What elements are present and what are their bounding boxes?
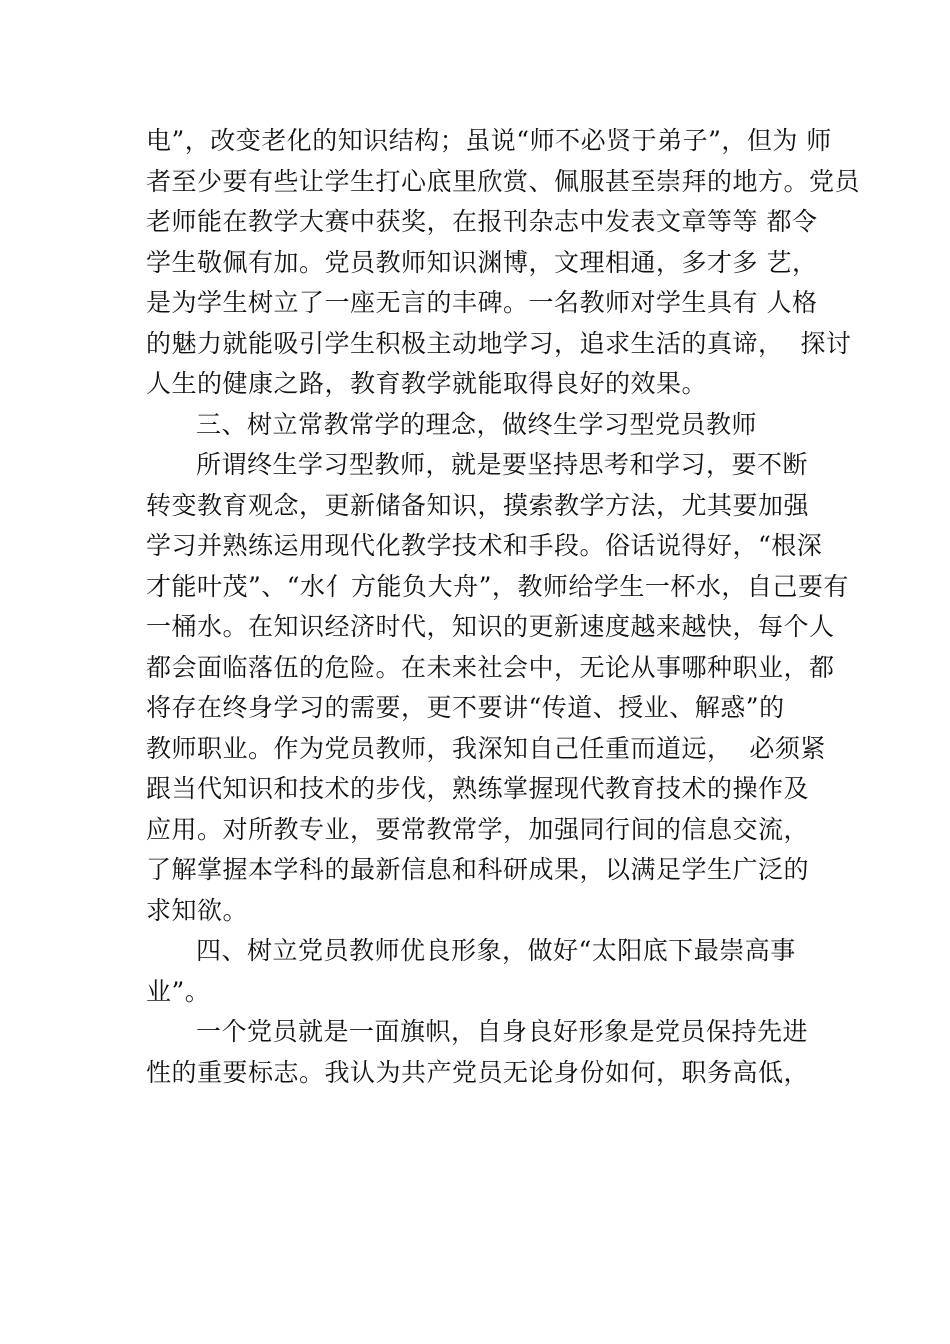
text-line-14: 都会面临落伍的危险。在未来社会中，无论从事哪种职业，都 [146, 652, 835, 682]
text-line-1: 电”，改变老化的知识结构；虽说“师不必贤于弟子”，但为 师 [146, 126, 832, 155]
text-line-23: 一个党员就是一面旗帜，自身良好形象是党员保持先进 [196, 1017, 809, 1046]
text-line-13: 一桶水。在知识经济时代，知识的更新速度越来越快，每个人 [146, 612, 835, 641]
section-heading-4: 四、树立党员教师优良形象，做好“太阳底下最崇高事 [196, 936, 796, 965]
text-line-12: 才能叶茂”、“水⺅方能负大舟”，教师给学生一杯水，自己要有 [146, 571, 849, 601]
text-line-15: 将存在终身学习的需要，更不要讲“传道、授业、解惑”的 [146, 693, 785, 722]
text-line-18: 应用。对所教专业，要常教常学，加强同行间的信息交流， [146, 814, 810, 844]
text-line-9: 所谓终生学习型教师，就是要坚持思考和学习，要不断 [196, 450, 809, 479]
text-line-3: 老师能在教学大赛中获奖，在报刊杂志中发表文章等等 都令 [146, 207, 818, 236]
section-heading-3: 三、树立常教常学的理念，做终生学习型党员教师 [196, 409, 758, 439]
text-line-24: 性的重要标志。我认为共产党员无论身份如何，职务高低， [146, 1057, 810, 1087]
text-line-4: 学生敬佩有加。党员教师知识渊博，文理相通，多才多 艺， [146, 247, 818, 277]
text-line-19: 了解掌握本学科的最新信息和科研成果，以满足学生广泛的 [146, 855, 810, 884]
text-line-11: 学习并熟练运用现代化教学技术和手段。俗话说得好，“根深 [146, 531, 823, 560]
text-line-20: 求知欲。 [146, 895, 249, 925]
text-line-22: 业”。 [146, 976, 211, 1006]
body-text [146, 121, 861, 1093]
text-line-5: 是为学生树立了一座无言的丰碑。一名教师对学生具有 人格 [146, 288, 818, 317]
text-line-10: 转变教育观念，更新储备知识，摸索教学方法，尤其要加强 [146, 490, 810, 520]
text-line-2: 者至少要有些让学生打心底里欣赏、佩服甚至崇拜的地方。党员 [146, 166, 861, 196]
text-line-6: 的魅力就能吸引学生积极主动地学习，追求生活的真谛， 探讨 [146, 328, 852, 358]
text-line-16: 教师职业。作为党员教师，我深知自己任重而道远， 必须紧 [146, 733, 826, 763]
text-line-7: 人生的健康之路，教育教学就能取得良好的效果。 [146, 369, 708, 398]
text-line-17: 跟当代知识和技术的步伐，熟练掌握现代教育技术的操作及 [146, 774, 810, 803]
